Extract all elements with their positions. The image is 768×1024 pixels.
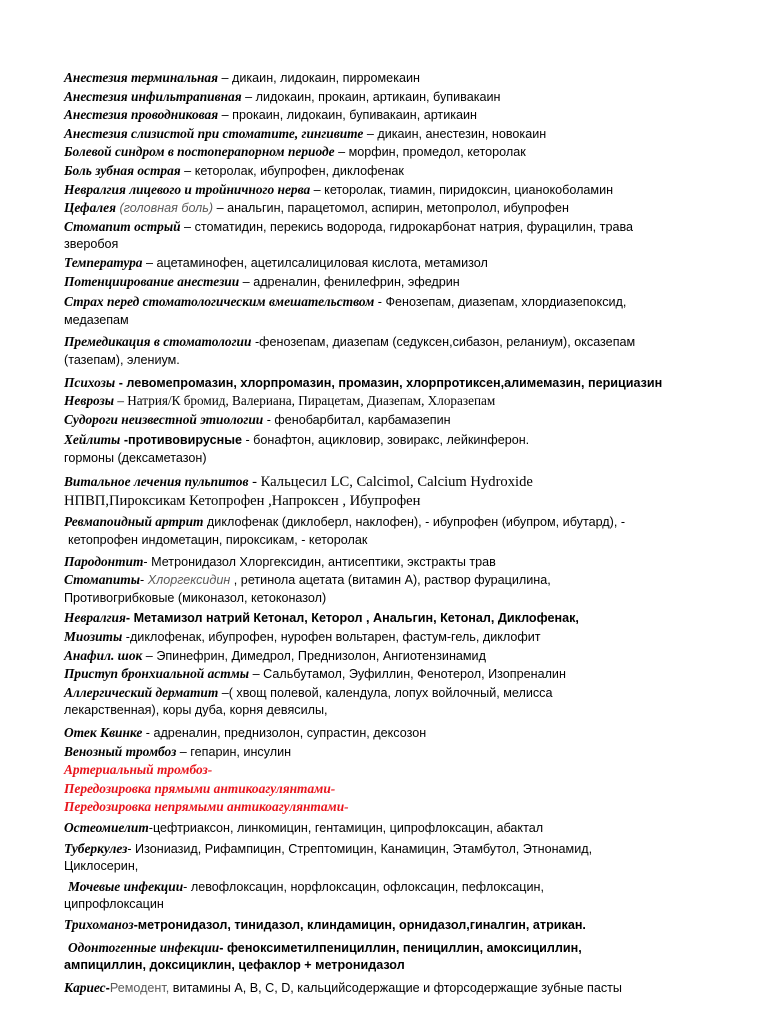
entry-desc: , ретинола ацетата (витамин А), раствор фурацилина, (230, 573, 551, 588)
entry-arterial-thrombosis (64, 761, 714, 780)
entry-osteomyelitis (64, 819, 714, 838)
entry-term: Болевой синдром в постоперапорном периоде (64, 144, 335, 160)
entry-term: Кариес (64, 979, 106, 995)
entry-desc: – Эпинефрин, Димедрол, Преднизолон, Ангиотензинамид (142, 648, 486, 663)
entry-desc-cont: кетопрофен индометацин, пироксикам, - кеторолак (68, 533, 368, 548)
entry-desc: – адреналин, фенилефрин, эфедрин (239, 274, 460, 289)
entry-desc-sep: - (105, 980, 110, 995)
entry-postoperative-pain (64, 143, 714, 162)
entry-temperature (64, 254, 714, 273)
entry-desc: - Метронидазол Хлоргексидин, антисептики, экстракты трав (143, 554, 496, 569)
entry-term: Одонтогенные инфекции (68, 939, 220, 955)
entry-term: Пародонтит (64, 553, 144, 569)
entry-desc-grey: Ремодент, (109, 980, 170, 995)
entry-desc-sep: - (140, 573, 148, 588)
entry-term: Страх перед стоматологическим вмешательством (64, 294, 375, 310)
entry-desc-cont: (тазепам), элениум. (64, 352, 180, 367)
entry-term: Отек Квинке (64, 725, 143, 740)
entry-desc: – дикаин, анестезин, новокаин (363, 126, 547, 141)
entry-seizures (64, 411, 714, 430)
entry-term: Анафил. шок (64, 647, 143, 663)
entry-term: Психозы (64, 374, 116, 390)
entry-desc-cont: Циклосерин, (64, 859, 139, 874)
entry-desc: витамины А, В, С, D, кальцийсодержащие и фторсодержащие зубные пасты (169, 980, 622, 995)
entry-desc: – морфин, промедол, кеторолак (334, 145, 526, 160)
entry-desc-cont: лекарственная), коры дуба, корня девясилы, (64, 703, 328, 718)
entry-desc: – стоматидин, перекись водорода, гидрокарбонат натрия, фурацилин, трава (180, 219, 634, 234)
entry-desc: – дикаин, лидокаин, пирромекаин (217, 71, 420, 85)
entry-desc: -диклофенак, ибупрофен, нурофен вольтарен, фастум-гель, диклофит (122, 630, 541, 645)
entry-desc: – ацетаминофен, ацетилсалициловая кислота, метамизол (142, 255, 488, 270)
entry-psychoses (64, 374, 714, 393)
entry-desc-cont: зверобоя (64, 237, 119, 252)
entry-term: Артериальный тромбоз- (64, 762, 213, 778)
entry-term: Трихоманоз (64, 916, 134, 932)
entry-term: Судороги неизвестной этиологии (64, 411, 264, 427)
entry-term: Неврозы (64, 393, 115, 409)
entry-venous-thrombosis (64, 743, 714, 762)
entry-neuralgia-trigeminal (64, 181, 714, 200)
entry-term: Анестезия слизистой при стоматите, гингивите (64, 125, 364, 141)
entry-odontogenic-infections (64, 939, 714, 975)
entry-desc-cont: Противогрибковые (миконазол, кетоконазол) (64, 590, 327, 605)
entry-desc: - фенобарбитал, карбамазепин (263, 412, 451, 427)
entry-term: Ревмапоидный артрит (64, 514, 204, 530)
entry-quincke-edema (64, 724, 714, 743)
entry-desc: - левомепромазин, хлорпромазин, промазин, хлорпротиксен,алимемазин, перициазин (115, 375, 663, 390)
entry-desc-cont: гормоны (дексаметазон) (64, 450, 207, 465)
entry-stomatitis (64, 571, 714, 607)
entry-term: Витальное лечения пульпитов (64, 474, 249, 490)
document-page (64, 69, 714, 997)
entry-neuroses (64, 392, 714, 411)
entry-desc-italic: (головная боль) (116, 201, 214, 216)
entry-anaphylactic-shock (64, 647, 714, 666)
entry-term: Анестезия инфильтрапивная (64, 88, 242, 104)
entry-term: Боль зубная острая (64, 162, 181, 178)
entry-dental-fear (64, 293, 714, 329)
entry-desc: – прокаин, лидокаин, бупивакаин, артикаин (218, 108, 478, 123)
entry-indirect-anticoagulant-overdose (64, 798, 714, 817)
entry-desc: – кеторолак, ибупрофен, диклофенак (180, 163, 404, 178)
entry-desc: - бонафтон, ацикловир, зовиракс, лейкинферон. (241, 433, 530, 448)
entry-term: Стомапиты (64, 572, 141, 588)
entry-tuberculosis (64, 840, 714, 876)
entry-term: Передозировка непрямыми антикоагулянтами- (64, 799, 349, 815)
entry-term: Приступ бронхиальной астмы (64, 666, 250, 682)
entry-periodontitis (64, 553, 714, 572)
entry-term: Венозный тромбоз (64, 743, 177, 759)
entry-desc: - Изониазид, Рифампицин, Стрептомицин, Канамицин, Этамбутол, Этнонамид, (127, 841, 593, 856)
entry-desc: -метронидазол, тинидазол, клиндамицин, орнидазол,гиналгин, атрикан. (133, 917, 586, 932)
entry-neuralgia (64, 609, 714, 628)
entry-term: Цефалея (64, 200, 117, 216)
entry-term: Невралгия лицевого и тройничного нерва (64, 181, 311, 197)
entry-cheilitis (64, 431, 714, 467)
entry-desc: - Метамизол натрий Кетонал, Кеторол , Анальгин, Кетонал, Диклофенак, (125, 611, 579, 626)
entry-desc: диклофенак (диклоберл, наклофен), - ибупрофен (ибупром, ибутард), - (203, 515, 626, 530)
entry-term: Туберкулез (64, 840, 128, 856)
entry-desc: – кеторолак, тиамин, пиридоксин, цианокоболамин (310, 182, 614, 197)
entry-desc-cont: НПВП,Пироксикам Кетопрофен ,Напроксен , Ибупрофен (64, 493, 421, 510)
entry-desc: - Фенозепам, диазепам, хлордиазепоксид, (374, 295, 627, 310)
entry-desc-cont: ципрофлоксацин (64, 897, 164, 912)
entry-desc-cont: ампициллин, доксициклин, цефаклор + метронидазол (64, 958, 405, 973)
entry-asthma-attack (64, 665, 714, 684)
entry-term: Анестезия терминальная (64, 70, 218, 85)
entry-acute-toothache (64, 162, 714, 181)
entry-term: Остеомиелит (64, 819, 149, 835)
entry-pulpitis-vital (64, 472, 714, 511)
entry-myositis (64, 628, 714, 647)
entry-desc: – анальгин, парацетомол, аспирин, метопролол, ибупрофен (213, 201, 569, 216)
entry-desc: - адреналин, преднизолон, супрастин, дексозон (142, 726, 427, 740)
entry-desc-cont: медазепам (64, 312, 129, 327)
entry-term: Передозировка прямыми антикоагулянтами- (64, 780, 336, 796)
entry-desc: –( хвощ полевой, календула, лопух войлочный, мелисса (218, 685, 553, 700)
entry-conduction-anesthesia (64, 106, 714, 125)
entry-desc: - Кальцесил LC, Calcimol, Calcium Hydroxide (248, 474, 533, 491)
entry-cephalgia (64, 199, 714, 218)
entry-anesthesia-potentiation (64, 273, 714, 292)
entry-premedication (64, 333, 714, 369)
entry-acute-stomatitis (64, 218, 714, 254)
entry-urinary-infections (64, 878, 714, 914)
entry-infiltration-anesthesia (64, 88, 714, 107)
entry-desc: – гепарин, инсулин (176, 744, 292, 759)
entry-desc: -цефтриаксон, линкомицин, гентамицин, ципрофлоксацин, абактал (148, 820, 544, 835)
entry-desc: – Натрия/К бромид, Валериана, Пирацетам, Диазепам, Хлоразепам (114, 393, 496, 409)
entry-trichomoniasis (64, 916, 714, 935)
entry-desc: – Сальбутамол, Эуфиллин, Фенотерол, Изопреналин (249, 667, 566, 682)
entry-desc-italic: Хлоргексидин (147, 573, 231, 588)
entry-term: Анестезия проводниковая (64, 107, 219, 123)
entry-term: Аллергический дерматит (64, 684, 219, 700)
entry-desc: – лидокаин, прокаин, артикаин, бупивакаин (241, 89, 501, 104)
entry-term: Температура (64, 254, 143, 270)
entry-caries (64, 979, 714, 998)
entry-desc-bold: -противовирусные (120, 433, 242, 448)
entry-term: Миозиты (64, 629, 123, 645)
entry-rheumatoid-arthritis (64, 513, 714, 549)
entry-desc: - левофлоксацин, норфлоксацин, офлоксацин, пефлоксацин, (183, 879, 544, 894)
entry-term: Хейлиты (64, 432, 121, 448)
entry-desc: - феноксиметилпенициллин, пенициллин, амоксициллин, (219, 940, 582, 955)
entry-allergic-dermatitis (64, 684, 714, 720)
entry-term: Потенциирование анестезии (64, 273, 240, 289)
entry-terminal-anesthesia (64, 69, 714, 88)
entry-direct-anticoagulant-overdose (64, 780, 714, 799)
entry-desc: -фенозепам, диазепам (седуксен,сибазон, реланиум), оксазепам (251, 335, 636, 350)
entry-mucosa-anesthesia (64, 125, 714, 144)
entry-term: Мочевые инфекции (68, 878, 184, 894)
entry-term: Премедикация в стоматологии (64, 334, 252, 350)
entry-term: Стомапит острый (64, 218, 181, 234)
entry-term: Невралгия (64, 610, 126, 626)
